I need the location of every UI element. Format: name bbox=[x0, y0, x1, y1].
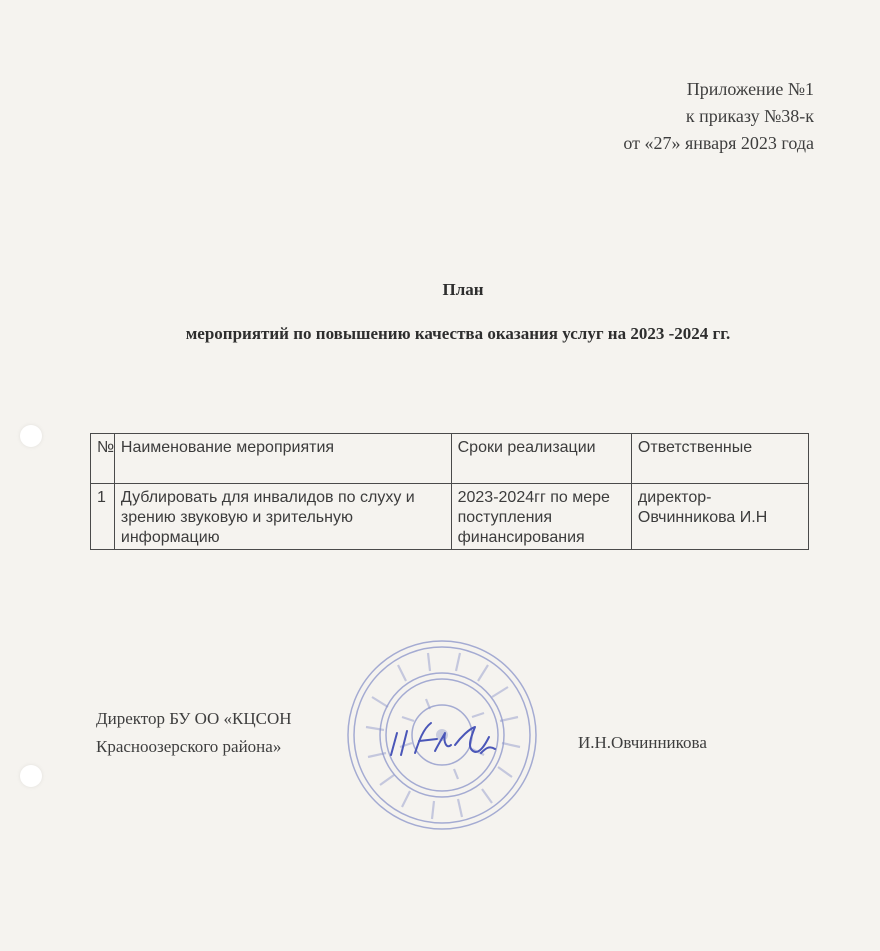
signatory-position bbox=[96, 705, 292, 761]
table-header-row bbox=[91, 434, 809, 484]
header-activity-name: Наименование мероприятия bbox=[114, 434, 451, 484]
header-terms: Сроки реализации bbox=[451, 434, 631, 484]
cell-responsible: директор-Овчинникова И.Н bbox=[631, 484, 808, 550]
cell-terms: 2023-2024гг по мере поступления финансирования bbox=[451, 484, 631, 550]
header-responsible: Ответственные bbox=[631, 434, 808, 484]
document-title bbox=[0, 280, 880, 344]
cell-activity-name: Дублировать для инвалидов по слуху и зрению звуковую и зрительную информацию bbox=[114, 484, 451, 550]
position-line-2: Красноозерского района» bbox=[96, 737, 282, 756]
appendix-line-3: от «27» января 2023 года bbox=[623, 133, 814, 153]
table-row bbox=[91, 484, 809, 550]
punch-hole-top bbox=[20, 425, 42, 447]
position-line-1: Директор БУ ОО «КЦСОН bbox=[96, 709, 292, 728]
appendix-line-1: Приложение №1 bbox=[686, 79, 814, 99]
director-signature bbox=[385, 715, 500, 765]
punch-hole-bottom bbox=[20, 765, 42, 787]
signatory-name: И.Н.Овчинникова bbox=[578, 733, 707, 752]
title-line-1: План bbox=[442, 280, 484, 299]
title-line-2: мероприятий по повышению качества оказания услуг на 2023 -2024 гг. bbox=[185, 324, 731, 343]
header-number: № bbox=[91, 434, 115, 484]
plan-table bbox=[90, 433, 809, 550]
appendix-line-2: к приказу №38-к bbox=[685, 106, 814, 126]
appendix-header bbox=[623, 76, 814, 157]
cell-number: 1 bbox=[91, 484, 115, 550]
